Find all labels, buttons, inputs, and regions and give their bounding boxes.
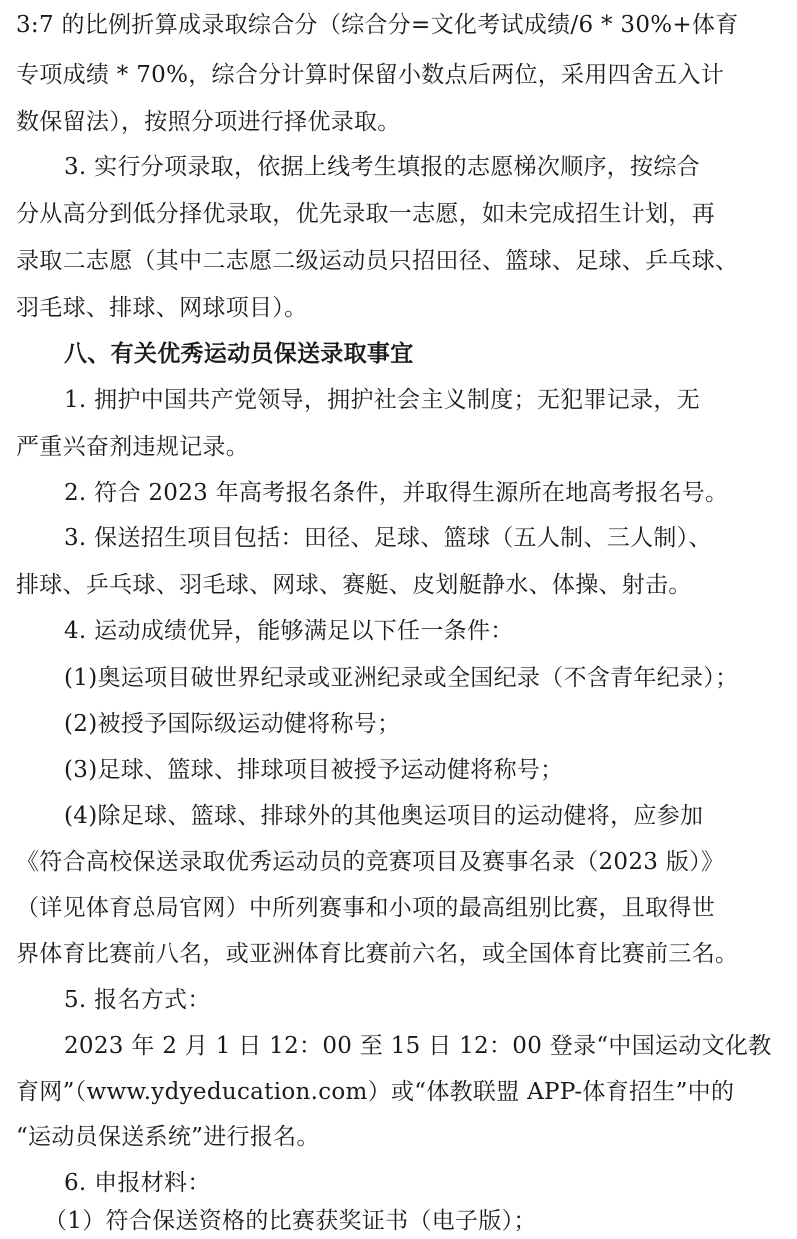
paragraph-line: 3. 保送招生项目包括：田径、足球、篮球（五人制、三人制）、 [64, 525, 712, 551]
paragraph-line: 数保留法），按照分项进行择优录取。 [16, 109, 401, 135]
paragraph-line: 排球、乒乓球、羽毛球、网球、赛艇、皮划艇静水、体操、射击。 [16, 572, 692, 598]
paragraph-line: 2. 符合 2023 年高考报名条件，并取得生源所在地高考报名号。 [64, 480, 729, 506]
paragraph-line: 羽毛球、排球、网球项目）。 [16, 295, 308, 321]
paragraph-line: 4. 运动成绩优异，能够满足以下任一条件： [64, 618, 514, 644]
paragraph-line: 5. 报名方式： [64, 987, 211, 1013]
paragraph-line: 3. 实行分项录取，依据上线考生填报的志愿梯次顺序，按综合 [64, 154, 700, 180]
paragraph-line: 分从高分到低分择优录取，优先录取一志愿，如未完成招生计划，再 [16, 201, 715, 227]
paragraph-line: 1. 拥护中国共产党领导，拥护社会主义制度；无犯罪记录，无 [64, 387, 700, 413]
paragraph-line: 专项成绩 * 70%，综合分计算时保留小数点后两位，采用四舍五入计 [16, 62, 725, 88]
paragraph-line: 2023 年 2 月 1 日 12：00 至 15 日 12：00 登录“中国运动文化教 [64, 1033, 772, 1059]
paragraph-line: “运动员保送系统”进行报名。 [16, 1124, 320, 1150]
list-item: (3)足球、篮球、排球项目被授予运动健将称号； [64, 757, 564, 783]
list-item: (2)被授予国际级运动健将称号； [64, 711, 401, 737]
list-item: （1）符合保送资格的比赛获奖证书（电子版）； [44, 1208, 537, 1234]
paragraph-line: 育网”（www.ydyeducation.com）或“体教联盟 APP-体育招生”中的 [16, 1079, 735, 1105]
paragraph-line: （详见体育总局官网）中所列赛事和小项的最高组别比赛，且取得世 [16, 895, 715, 921]
list-item: (1)奥运项目破世界纪录或亚洲纪录或全国纪录（不含青年纪录）； [64, 665, 739, 691]
paragraph-line: 3:7 的比例折算成录取综合分（综合分=文化考试成绩/6 * 30%+体育 [16, 12, 739, 38]
paragraph-line: 6. 申报材料： [64, 1170, 211, 1196]
section-heading: 八、有关优秀运动员保送录取事宜 [64, 341, 414, 367]
paragraph-line: 界体育比赛前八名，或亚洲体育比赛前六名，或全国体育比赛前三名。 [16, 941, 739, 967]
paragraph-line: 录取二志愿（其中二志愿二级运动员只招田径、篮球、足球、乒乓球、 [16, 248, 739, 274]
list-item: (4)除足球、篮球、排球外的其他奥运项目的运动健将，应参加 [64, 803, 704, 829]
paragraph-line: 《符合高校保送录取优秀运动员的竞赛项目及赛事名录（2023 版）》 [16, 849, 725, 875]
paragraph-line: 严重兴奋剂违规记录。 [16, 434, 249, 460]
